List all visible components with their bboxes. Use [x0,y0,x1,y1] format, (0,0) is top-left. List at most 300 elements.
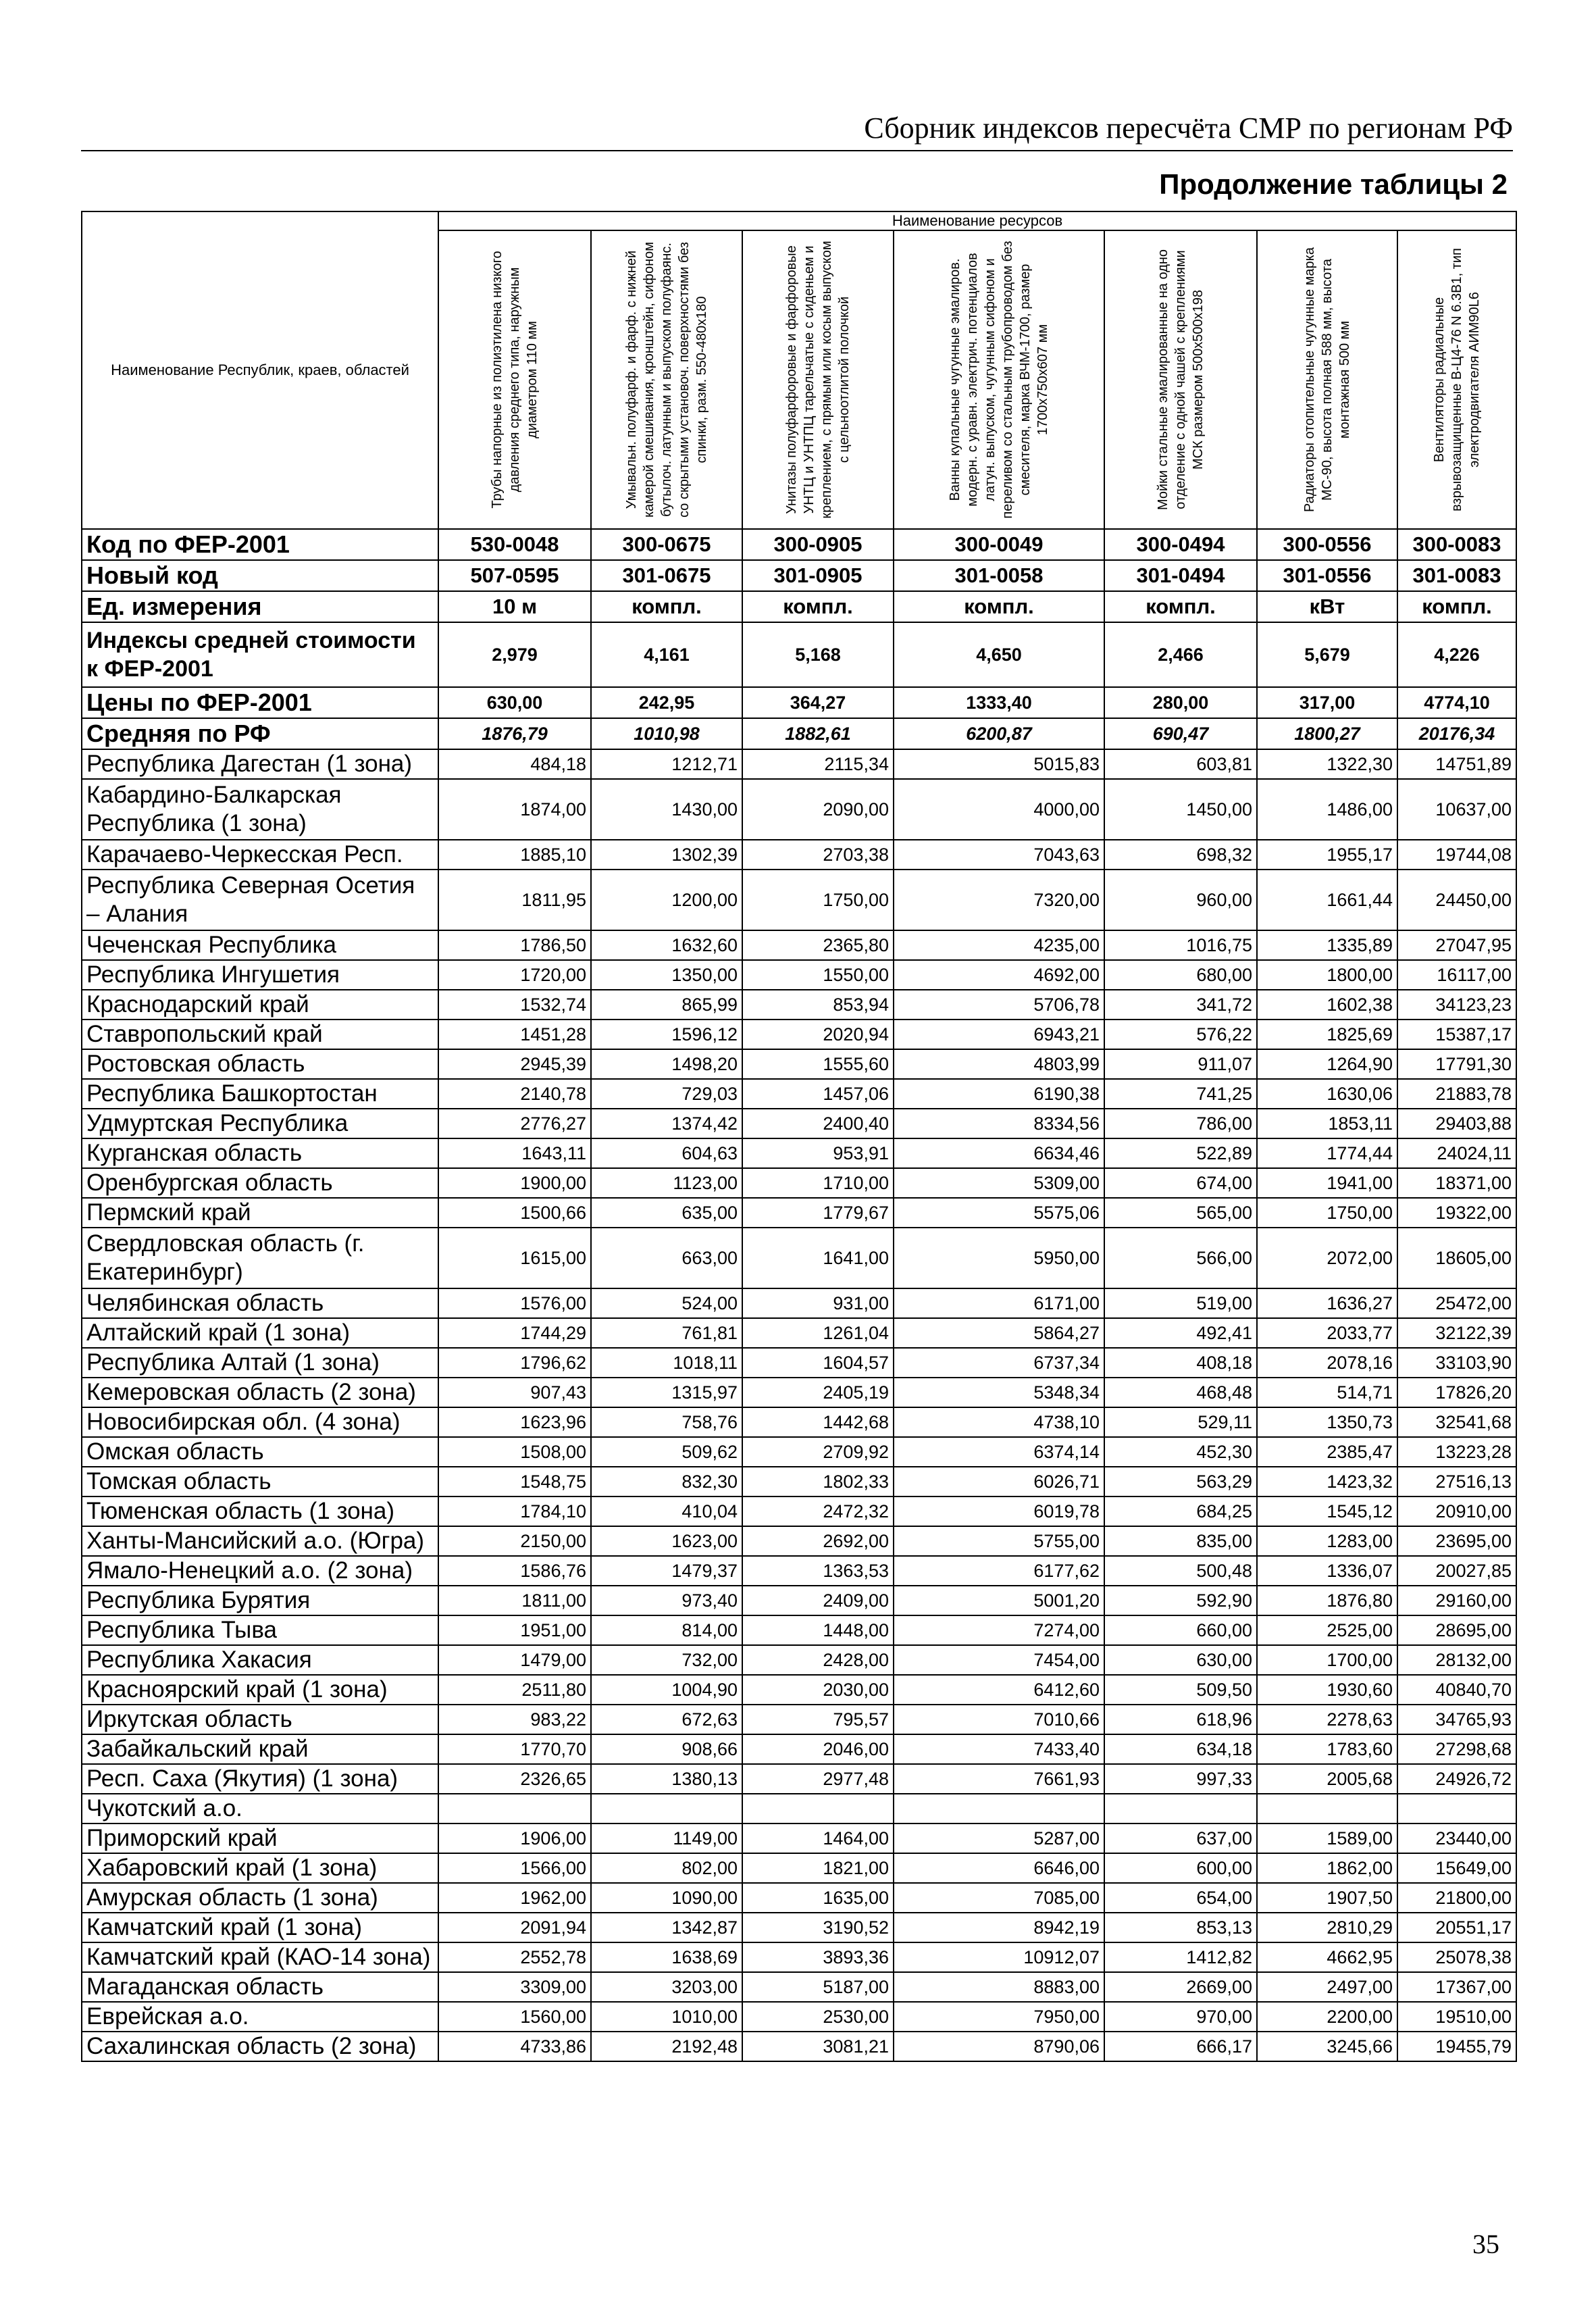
price-cell: 27516,13 [1397,1467,1516,1496]
price-cell: 729,03 [591,1079,742,1109]
price-cell: 1442,68 [742,1407,894,1437]
region-name-cell: Республика Ингушетия [82,960,438,990]
price-cell [591,1794,742,1823]
price-cell: 1853,11 [1257,1109,1397,1138]
price-cell: 2326,65 [438,1764,591,1794]
price-cell: 1770,70 [438,1734,591,1764]
resource-column-header [1104,230,1257,529]
price-cell: 2020,94 [742,1020,894,1049]
price-cell: 20027,85 [1397,1556,1516,1586]
price-cell: 1930,60 [1257,1675,1397,1705]
meta-value-cell: 301-0494 [1104,560,1257,591]
price-cell: 17826,20 [1397,1378,1516,1407]
price-cell: 1784,10 [438,1496,591,1526]
price-cell: 2150,00 [438,1526,591,1556]
meta-value-cell: 364,27 [742,687,894,718]
price-cell: 960,00 [1104,870,1257,930]
price-cell: 1638,69 [591,1942,742,1972]
meta-row-label: Новый код [82,560,438,591]
price-cell: 15387,17 [1397,1020,1516,1049]
price-cell: 2692,00 [742,1526,894,1556]
price-cell: 2072,00 [1257,1228,1397,1288]
meta-value-cell: 301-0058 [894,560,1104,591]
price-cell: 1643,11 [438,1138,591,1168]
table-row [82,1407,1516,1437]
price-cell: 1380,13 [591,1764,742,1794]
price-cell: 931,00 [742,1288,894,1318]
table-row [82,1228,1516,1288]
price-cell: 1335,89 [1257,930,1397,960]
price-cell: 1623,00 [591,1526,742,1556]
price-cell: 1336,07 [1257,1556,1397,1586]
price-cell: 1548,75 [438,1467,591,1496]
price-cell: 2400,40 [742,1109,894,1138]
resource-column-header [1397,230,1516,529]
resource-column-header [894,230,1104,529]
region-name-cell: Приморский край [82,1823,438,1853]
price-cell: 8790,06 [894,2032,1104,2061]
price-cell: 853,13 [1104,1913,1257,1942]
price-cell: 1450,00 [1104,779,1257,840]
price-cell: 1661,44 [1257,870,1397,930]
price-cell: 1374,42 [591,1109,742,1138]
price-cell: 514,71 [1257,1378,1397,1407]
price-cell: 2511,80 [438,1675,591,1705]
price-cell: 5309,00 [894,1168,1104,1198]
meta-value-cell: 6200,87 [894,718,1104,749]
price-cell: 1779,67 [742,1198,894,1228]
price-cell: 1566,00 [438,1853,591,1883]
price-cell: 6026,71 [894,1467,1104,1496]
index-row [82,622,1516,687]
price-cell: 1802,33 [742,1467,894,1496]
price-cell: 1636,27 [1257,1288,1397,1318]
region-name-cell: Свердловская область (г. Екатеринбург) [82,1228,438,1288]
meta-value-cell: 1876,79 [438,718,591,749]
resource-column-header-text: Унитазы полуфарфоровые и фарфоровые УНТЦ и УНТПЦ тарельчатые с сиденьем и креплением, с прямым или косым выпуском с цельноотлитой полочкой [784,241,852,519]
price-cell: 786,00 [1104,1109,1257,1138]
price-cell: 492,41 [1104,1318,1257,1348]
price-cell: 970,00 [1104,2002,1257,2032]
region-name-cell: Пермский край [82,1198,438,1228]
price-cell: 600,00 [1104,1853,1257,1883]
price-cell: 2945,39 [438,1049,591,1079]
resource-column-header-text: Трубы напорные из полиэтилена низкого давления среднего типа, наружным диаметром 110 мм [490,251,540,509]
price-cell: 20910,00 [1397,1496,1516,1526]
price-cell: 1907,50 [1257,1883,1397,1913]
price-cell: 1576,00 [438,1288,591,1318]
table-row [82,1645,1516,1675]
meta-value-cell: 690,47 [1104,718,1257,749]
price-cell: 1430,00 [591,779,742,840]
meta-value-cell: 301-0675 [591,560,742,591]
price-cell: 2703,38 [742,840,894,870]
region-name-cell: Республика Северная Осетия – Алания [82,870,438,930]
table-row [82,2032,1516,2061]
price-cell: 32122,39 [1397,1318,1516,1348]
price-cell: 4733,86 [438,2032,591,2061]
price-cell: 6374,14 [894,1437,1104,1467]
price-cell: 1018,11 [591,1348,742,1378]
meta-row-label: Код по ФЕР-2001 [82,529,438,560]
price-cell: 5187,00 [742,1972,894,2002]
price-cell: 25472,00 [1397,1288,1516,1318]
region-name-cell: Сахалинская область (2 зона) [82,2032,438,2061]
region-name-cell: Томская область [82,1467,438,1496]
price-cell: 2033,77 [1257,1318,1397,1348]
price-cell: 29160,00 [1397,1586,1516,1615]
price-cell: 33103,90 [1397,1348,1516,1378]
price-cell: 1486,00 [1257,779,1397,840]
price-cell: 5864,27 [894,1318,1104,1348]
price-cell: 1623,96 [438,1407,591,1437]
price-cell: 1825,69 [1257,1020,1397,1049]
price-cell: 6646,00 [894,1853,1104,1883]
price-cell: 3190,52 [742,1913,894,1942]
price-cell: 802,00 [591,1853,742,1883]
price-cell: 1498,20 [591,1049,742,1079]
price-cell: 1744,29 [438,1318,591,1348]
price-cell: 7010,66 [894,1705,1104,1734]
price-cell: 1596,12 [591,1020,742,1049]
price-cell: 2365,80 [742,930,894,960]
price-cell: 5015,83 [894,749,1104,779]
price-cell: 2497,00 [1257,1972,1397,2002]
price-cell: 4235,00 [894,930,1104,960]
price-cell: 635,00 [591,1198,742,1228]
table-row [82,1734,1516,1764]
price-cell: 1874,00 [438,779,591,840]
price-cell: 1315,97 [591,1378,742,1407]
price-cell: 2278,63 [1257,1705,1397,1734]
price-cell: 8883,00 [894,1972,1104,2002]
table-row [82,1168,1516,1198]
table-row [82,1913,1516,1942]
price-cell: 5755,00 [894,1526,1104,1556]
price-cell: 34123,23 [1397,990,1516,1020]
price-cell [1104,1794,1257,1823]
price-cell: 732,00 [591,1645,742,1675]
price-cell: 2669,00 [1104,1972,1257,2002]
price-cell: 674,00 [1104,1168,1257,1198]
price-cell: 576,22 [1104,1020,1257,1049]
price-cell: 1363,53 [742,1556,894,1586]
price-cell: 19322,00 [1397,1198,1516,1228]
price-cell: 408,18 [1104,1348,1257,1378]
price-cell: 1200,00 [591,870,742,930]
region-name-cell: Хабаровский край (1 зона) [82,1853,438,1883]
price-cell: 761,81 [591,1318,742,1348]
price-cell: 509,62 [591,1437,742,1467]
table-row [82,1496,1516,1526]
price-cell: 519,00 [1104,1288,1257,1318]
price-cell: 2525,00 [1257,1615,1397,1645]
meta-value-cell: 301-0905 [742,560,894,591]
price-cell: 28695,00 [1397,1615,1516,1645]
price-cell: 7950,00 [894,2002,1104,2032]
table-row [82,1675,1516,1705]
meta-value-cell: 300-0049 [894,529,1104,560]
price-cell: 1451,28 [438,1020,591,1049]
price-cell: 18371,00 [1397,1168,1516,1198]
meta-row-label: Ед. измерения [82,591,438,622]
meta-value-cell: 20176,34 [1397,718,1516,749]
table-row [82,779,1516,840]
table-row [82,1318,1516,1348]
table-row [82,1586,1516,1615]
price-cell: 666,17 [1104,2032,1257,2061]
price-cell: 2405,19 [742,1378,894,1407]
meta-value-cell: 2,979 [438,622,591,687]
meta-value-cell: 4,650 [894,622,1104,687]
price-cell: 25078,38 [1397,1942,1516,1972]
price-cell: 1632,60 [591,930,742,960]
table-row [82,1615,1516,1645]
meta-value-cell: 301-0083 [1397,560,1516,591]
price-cell: 1589,00 [1257,1823,1397,1853]
price-cell: 1641,00 [742,1228,894,1288]
regional-price-index-table [81,211,1517,2062]
region-name-cell: Республика Бурятия [82,1586,438,1615]
meta-value-cell: 300-0494 [1104,529,1257,560]
region-name-cell: Ставропольский край [82,1020,438,1049]
resource-column-header-text: Радиаторы отопительные чугунные марка МС-90, высота полная 588 мм, высота монтажная 500 мм [1302,247,1352,512]
price-cell: 907,43 [438,1378,591,1407]
price-cell: 2552,78 [438,1942,591,1972]
meta-value-cell: 507-0595 [438,560,591,591]
price-cell [1397,1794,1516,1823]
table-row [82,1883,1516,1913]
price-cell: 27298,68 [1397,1734,1516,1764]
meta-value-cell: 280,00 [1104,687,1257,718]
meta-value-cell: 4774,10 [1397,687,1516,718]
meta-value-cell: 530-0048 [438,529,591,560]
meta-value-cell: 242,95 [591,687,742,718]
price-cell: 7433,40 [894,1734,1104,1764]
price-cell: 6737,34 [894,1348,1104,1378]
price-cell: 2078,16 [1257,1348,1397,1378]
price-cell: 835,00 [1104,1526,1257,1556]
header-rule [81,150,1513,151]
price-cell: 452,30 [1104,1437,1257,1467]
price-cell: 1016,75 [1104,930,1257,960]
price-cell: 1800,00 [1257,960,1397,990]
price-cell: 2140,78 [438,1079,591,1109]
price-cell: 24926,72 [1397,1764,1516,1794]
table-row [82,1348,1516,1378]
price-cell: 1550,00 [742,960,894,990]
meta-value-cell: 4,226 [1397,622,1516,687]
meta-value-cell: 301-0556 [1257,560,1397,591]
meta-value-cell: 630,00 [438,687,591,718]
meta-row-label: Средняя по РФ [82,718,438,749]
price-cell: 1479,00 [438,1645,591,1675]
price-cell: 2200,00 [1257,2002,1397,2032]
meta-value-cell: кВт [1257,591,1397,622]
meta-value-cell: 1882,61 [742,718,894,749]
price-cell: 23695,00 [1397,1526,1516,1556]
meta-value-cell: 4,161 [591,622,742,687]
price-cell: 2115,34 [742,749,894,779]
price-cell: 1821,00 [742,1853,894,1883]
price-cell: 1783,60 [1257,1734,1397,1764]
price-cell [894,1794,1104,1823]
meta-row-label: Цены по ФЕР-2001 [82,687,438,718]
price-cell: 2428,00 [742,1645,894,1675]
price-cell: 997,33 [1104,1764,1257,1794]
price-cell: 618,96 [1104,1705,1257,1734]
price-cell: 1423,32 [1257,1467,1397,1496]
price-cell: 410,04 [591,1496,742,1526]
price-cell [742,1794,894,1823]
price-cell: 1322,30 [1257,749,1397,779]
table-row [82,1467,1516,1496]
region-name-cell: Оренбургская область [82,1168,438,1198]
price-cell: 7320,00 [894,870,1104,930]
price-cell: 2472,32 [742,1496,894,1526]
price-cell: 630,00 [1104,1645,1257,1675]
price-cell: 3893,36 [742,1942,894,1972]
region-name-cell: Республика Алтай (1 зона) [82,1348,438,1378]
price-cell: 4803,99 [894,1049,1104,1079]
region-name-cell: Кемеровская область (2 зона) [82,1378,438,1407]
region-name-cell: Республика Тыва [82,1615,438,1645]
price-cell [438,1794,591,1823]
table-row [82,1823,1516,1853]
price-cell: 2530,00 [742,2002,894,2032]
region-name-cell: Республика Дагестан (1 зона) [82,749,438,779]
price-cell: 2977,48 [742,1764,894,1794]
price-cell: 1941,00 [1257,1168,1397,1198]
price-cell: 1261,04 [742,1318,894,1348]
price-cell: 592,90 [1104,1586,1257,1615]
price-cell: 21800,00 [1397,1883,1516,1913]
price-cell: 19744,08 [1397,840,1516,870]
price-cell: 2090,00 [742,779,894,840]
price-cell: 19455,79 [1397,2032,1516,2061]
price-cell: 29403,88 [1397,1109,1516,1138]
table-row [82,840,1516,870]
running-head-title: Сборник индексов пересчёта СМР по регионам РФ [864,111,1513,145]
price-cell: 13223,28 [1397,1437,1516,1467]
table-row [82,1794,1516,1823]
meta-value-cell: 1333,40 [894,687,1104,718]
meta-value-cell: 300-0675 [591,529,742,560]
price-cell: 4692,00 [894,960,1104,990]
price-cell: 1876,80 [1257,1586,1397,1615]
region-name-cell: Еврейская а.о. [82,2002,438,2032]
price-cell: 7274,00 [894,1615,1104,1645]
price-cell: 1464,00 [742,1823,894,1853]
region-name-cell: Амурская область (1 зона) [82,1883,438,1913]
price-cell: 908,66 [591,1734,742,1764]
price-cell: 2810,29 [1257,1913,1397,1942]
fer-price-row [82,687,1516,718]
price-cell: 5287,00 [894,1823,1104,1853]
table-row [82,749,1516,779]
price-cell: 603,81 [1104,749,1257,779]
price-cell: 1302,39 [591,840,742,870]
table-row [82,1942,1516,1972]
meta-value-cell: компл. [1397,591,1516,622]
price-cell: 1900,00 [438,1168,591,1198]
price-cell: 634,18 [1104,1734,1257,1764]
price-cell: 983,22 [438,1705,591,1734]
price-cell: 2709,92 [742,1437,894,1467]
meta-value-cell: 300-0556 [1257,529,1397,560]
price-cell: 1774,44 [1257,1138,1397,1168]
resource-column-header [438,230,591,529]
price-cell: 7454,00 [894,1645,1104,1675]
price-cell: 529,11 [1104,1407,1257,1437]
price-cell: 1479,37 [591,1556,742,1586]
price-cell: 27047,95 [1397,930,1516,960]
table-row [82,930,1516,960]
price-cell: 2385,47 [1257,1437,1397,1467]
price-cell: 500,48 [1104,1556,1257,1586]
price-cell: 6177,62 [894,1556,1104,1586]
price-cell: 1264,90 [1257,1049,1397,1079]
price-cell: 6019,78 [894,1496,1104,1526]
meta-value-cell: 300-0083 [1397,529,1516,560]
price-cell: 1500,66 [438,1198,591,1228]
price-cell: 34765,93 [1397,1705,1516,1734]
price-cell: 1545,12 [1257,1496,1397,1526]
page-number: 35 [1472,2229,1499,2259]
price-cell: 4000,00 [894,779,1104,840]
region-name-cell: Магаданская область [82,1972,438,2002]
price-cell: 8334,56 [894,1109,1104,1138]
price-cell: 16117,00 [1397,960,1516,990]
price-cell: 23440,00 [1397,1823,1516,1853]
price-cell: 7661,93 [894,1764,1104,1794]
price-cell: 566,00 [1104,1228,1257,1288]
price-cell: 5950,00 [894,1228,1104,1288]
table-row [82,1079,1516,1109]
table-row [82,1378,1516,1407]
price-cell: 20551,17 [1397,1913,1516,1942]
table-row [82,1138,1516,1168]
header-row-top [82,211,1516,230]
price-cell: 341,72 [1104,990,1257,1020]
price-cell: 2776,27 [438,1109,591,1138]
average-rf-row [82,718,1516,749]
price-cell: 1951,00 [438,1615,591,1645]
price-cell: 795,57 [742,1705,894,1734]
fer-code-row [82,529,1516,560]
price-cell: 21883,78 [1397,1079,1516,1109]
price-cell: 5575,06 [894,1198,1104,1228]
price-cell: 654,00 [1104,1883,1257,1913]
price-cell: 2030,00 [742,1675,894,1705]
price-cell: 6171,00 [894,1288,1104,1318]
price-cell: 1010,00 [591,2002,742,2032]
meta-value-cell: 5,679 [1257,622,1397,687]
region-name-cell: Тюменская область (1 зона) [82,1496,438,1526]
region-name-cell: Забайкальский край [82,1734,438,1764]
price-cell: 10637,00 [1397,779,1516,840]
table-row [82,1853,1516,1883]
price-cell: 1615,00 [438,1228,591,1288]
region-name-cell: Кабардино-Балкарская Республика (1 зона) [82,779,438,840]
price-cell: 1811,00 [438,1586,591,1615]
price-cell: 680,00 [1104,960,1257,990]
price-cell: 4662,95 [1257,1942,1397,1972]
region-name-cell: Ханты-Мансийский а.о. (Югра) [82,1526,438,1556]
meta-value-cell: 10 м [438,591,591,622]
unit-row [82,591,1516,622]
meta-value-cell: 300-0905 [742,529,894,560]
